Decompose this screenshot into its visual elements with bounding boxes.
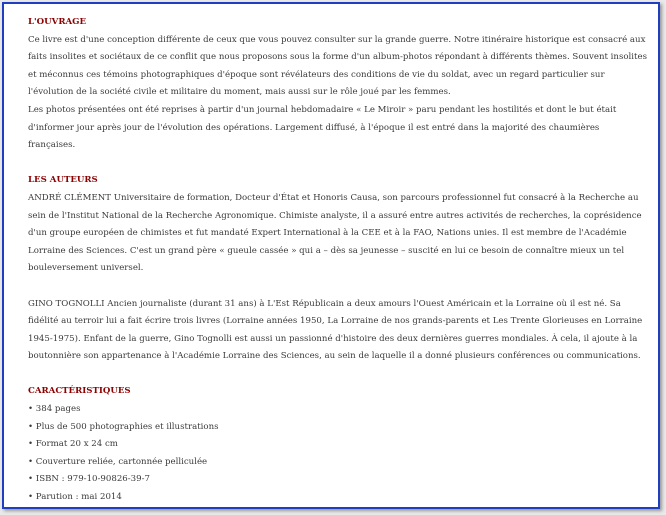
spacer bbox=[28, 278, 648, 296]
ouvrage-paragraph-1: Ce livre est d'une conception différente de ceux que vous pouvez consulter sur la grande guerre. Notre itinéraire historique est consacré aux faits insolites et sociétaux de ce conflit que nous proposons sous la forme d'un album-photos répondant à différents thèmes. Souvent insolites et méconnus ces témoins photographiques d'époque sont révélateurs des conditions de vie du soldat, avec un regard particulier sur l'évolution de la société civile et militaire du moment, mais aussi sur le rôle joué par les femmes. bbox=[28, 34, 647, 98]
section-title-auteurs: LES AUTEURS bbox=[28, 175, 98, 186]
product-description bbox=[28, 14, 648, 507]
characteristic-item: • Format 20 x 24 cm bbox=[28, 439, 118, 450]
characteristic-item: • ISBN : 979-10-90826-39-7 bbox=[28, 474, 150, 485]
section-title-caracteristiques: CARACTÉRISTIQUES bbox=[28, 386, 131, 397]
spacer bbox=[28, 366, 648, 384]
section-title-ouvrage: L'OUVRAGE bbox=[28, 17, 87, 27]
author-clement-paragraph: ANDRÉ CLÉMENT Universitaire de formation, Docteur d'État et Honoris Causa, son parcours professionnel fut consacré à la Recherche au sein de l'Institut National de la Recherche Agronomique. Chimiste analyste, il a assuré entre autres activités de recherches, la coprésidence d'un groupe européen de chimistes et fut mandaté Expert International à la CEE et à la FAO, Nations unies. Il est membre de l'Académie Lorraine des Sciences. C'est un grand père « gueule cassée » qui a – dès sa jeunesse – suscité en lui ce besoin de connaître mieux un tel bouleversement universel. bbox=[28, 192, 642, 274]
characteristic-item: • 384 pages bbox=[28, 404, 81, 415]
characteristic-item: • Couverture reliée, cartonnée pelliculée bbox=[28, 456, 208, 467]
characteristic-item: • Parution : mai 2014 bbox=[28, 492, 122, 503]
characteristic-item: • Plus de 500 photographies et illustrations bbox=[28, 421, 219, 432]
characteristics-list bbox=[28, 401, 648, 507]
content-frame bbox=[2, 2, 660, 509]
ouvrage-paragraph-2: Les photos présentées ont été reprises à partir d'un journal hebdomadaire « Le Miroir » paru pendant les hostilités et dont le but était d'informer jour après jour de l'évolution des opérations. Largement diffusé, à l'époque il est entré dans la majorité des chaumières françaises. bbox=[28, 104, 617, 151]
spacer bbox=[28, 155, 648, 173]
author-tognolli-paragraph: GINO TOGNOLLI Ancien journaliste (durant 31 ans) à L'Est Républicain a deux amours l'Ouest Américain et la Lorraine où il est né. Sa fidélité au terroir lui a fait écrire trois livres (Lorraine années 1950, La Lorraine de nos grands-parents et Les Trente Glorieuses en Lorraine 1945-1975). Enfant de la guerre, Gino Tognolli est aussi un passionné d'histoire des deux dernières guerres mondiales. À cela, il ajoute à la boutonnière son appartenance à l'Académie Lorraine des Sciences, au sein de laquelle il a donné plusieurs conférences ou communications. bbox=[28, 298, 643, 362]
